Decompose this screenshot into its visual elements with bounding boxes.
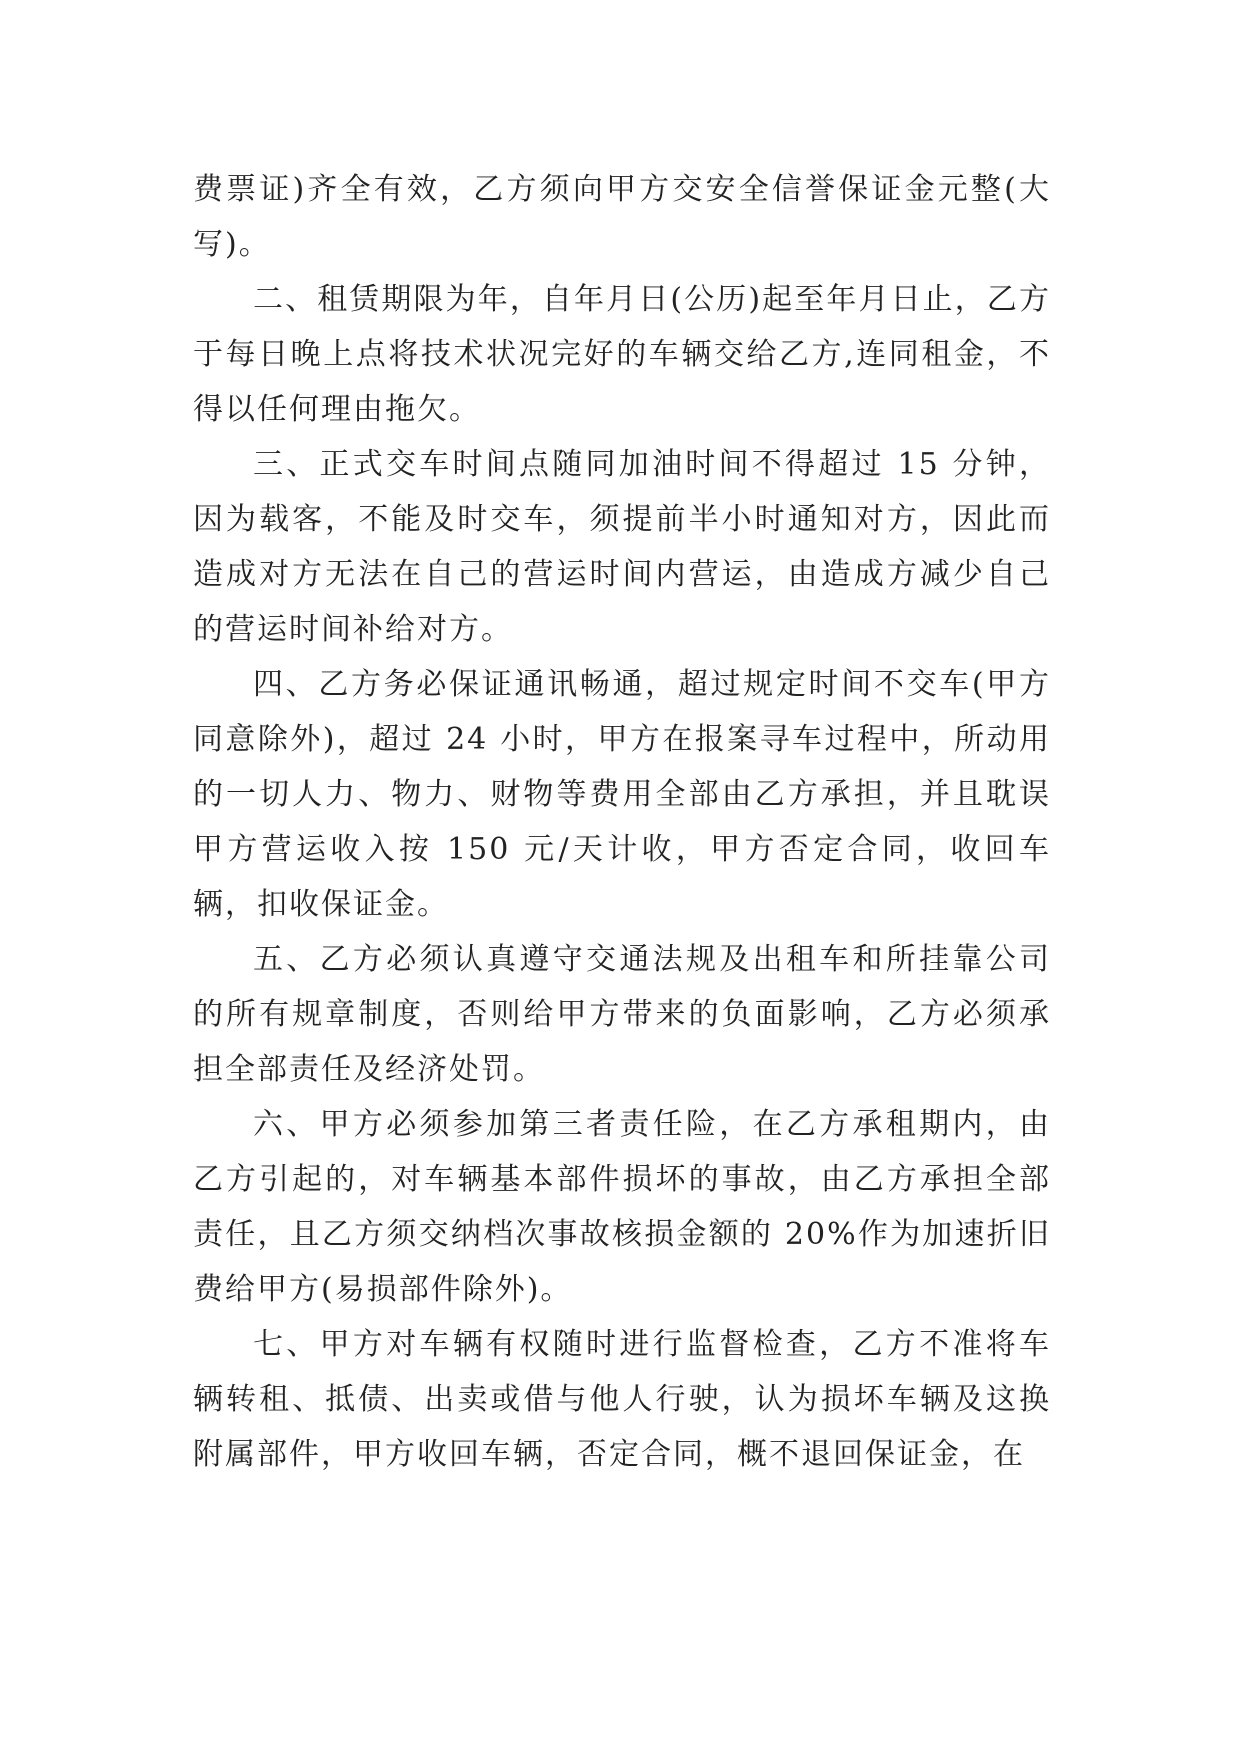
paragraph-clause-3: 三、正式交车时间点随同加油时间不得超过 15 分钟，因为载客，不能及时交车，须提前半小时通知对方，因此而造成对方无法在自己的营运时间内营运，由造成方减少自己的营运时间补给对方。 [193, 447, 1051, 647]
paragraph-clause-7: 七、甲方对车辆有权随时进行监督检查，乙方不准将车辆转租、抵债、出卖或借与他人行驶，认为损坏车辆及这换附属部件，甲方收回车辆，否定合同，概不退回保证金，在 [193, 1327, 1051, 1472]
paragraph-clause-2: 二、租赁期限为年，自年月日(公历)起至年月日止，乙方于每日晚上点将技术状况完好的车辆交给乙方,连同租金，不得以任何理由拖欠。 [193, 282, 1051, 427]
document-body [193, 162, 1051, 1482]
paragraph-clause-6: 六、甲方必须参加第三者责任险，在乙方承租期内，由乙方引起的，对车辆基本部件损坏的事故，由乙方承担全部责任，且乙方须交纳档次事故核损金额的 20%作为加速折旧费给甲方(易损部件除外)。 [193, 1107, 1051, 1307]
paragraph-continuation: 费票证)齐全有效，乙方须向甲方交安全信誉保证金元整(大写)。 [193, 172, 1051, 262]
paragraph-clause-4: 四、乙方务必保证通讯畅通，超过规定时间不交车(甲方同意除外)，超过 24 小时，甲方在报案寻车过程中，所动用的一切人力、物力、财物等费用全部由乙方承担，并且耽误甲方营运收入按 150 元/天计收，甲方否定合同，收回车辆，扣收保证金。 [193, 667, 1051, 922]
paragraph-clause-5: 五、乙方必须认真遵守交通法规及出租车和所挂靠公司的所有规章制度，否则给甲方带来的负面影响，乙方必须承担全部责任及经济处罚。 [193, 942, 1051, 1087]
